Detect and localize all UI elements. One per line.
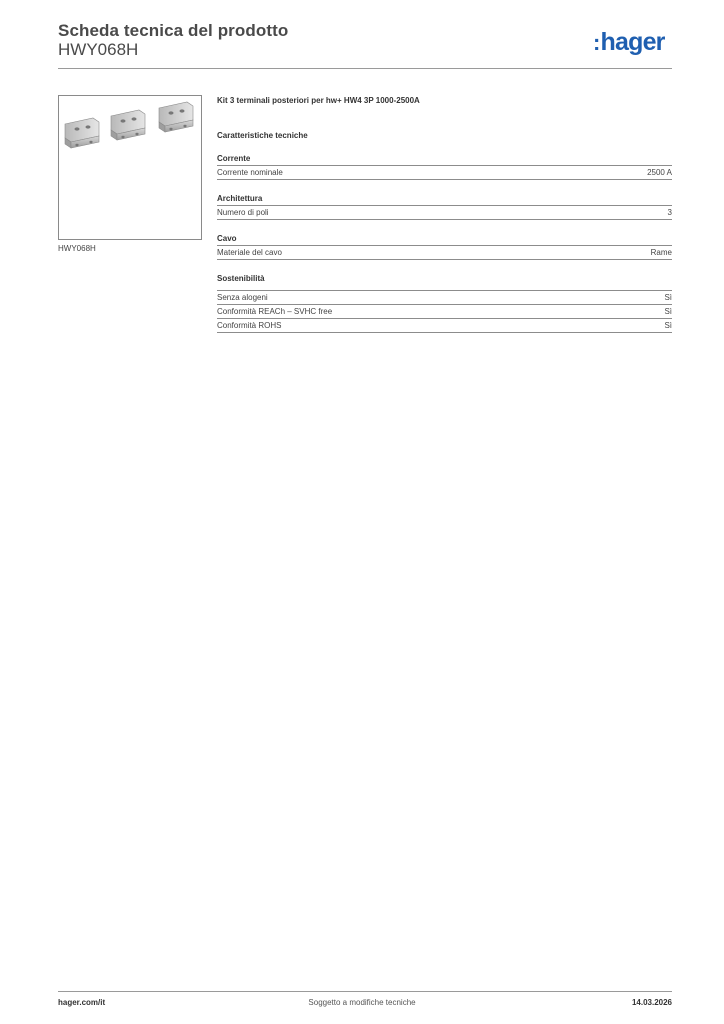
- spec-table: [217, 245, 672, 260]
- spec-table: [217, 205, 672, 220]
- spec-row: [217, 205, 672, 220]
- spec-row: [217, 318, 672, 333]
- spec-content: [217, 95, 672, 333]
- spec-label: Conformità REACh – SVHC free: [217, 307, 333, 316]
- spec-group-corrente: [217, 153, 672, 180]
- spec-table: [217, 165, 672, 180]
- spec-group-title: Sostenibilità: [217, 274, 265, 283]
- spec-group-sostenibilita: [217, 273, 672, 333]
- terminal-bracket-1: [65, 118, 99, 148]
- terminal-kit-illustration: [59, 96, 201, 239]
- spec-value: Sì: [664, 321, 672, 330]
- page-title: Scheda tecnica del prodotto: [58, 21, 289, 40]
- spec-group-cavo: [217, 233, 672, 260]
- spec-group-title: Cavo: [217, 234, 237, 243]
- product-description: Kit 3 terminali posteriori per hw+ HW4 3P 1000-2500A: [217, 96, 420, 105]
- spec-row: [217, 290, 672, 304]
- header-divider: [58, 68, 672, 69]
- spec-group-title: Corrente: [217, 154, 251, 163]
- footer-divider: [58, 991, 672, 992]
- spec-row: [217, 245, 672, 260]
- spec-value: Rame: [650, 248, 672, 257]
- product-image: [58, 95, 202, 240]
- spec-row: [217, 304, 672, 318]
- spec-group-architettura: [217, 193, 672, 220]
- logo-dots-icon: :: [593, 30, 600, 55]
- spec-label: Numero di poli: [217, 208, 269, 217]
- footer-website-link[interactable]: hager.com/it: [58, 998, 106, 1007]
- product-code: HWY068H: [58, 40, 139, 59]
- terminal-bracket-2: [111, 110, 145, 140]
- spec-group-title: Architettura: [217, 194, 263, 203]
- logo-text: hager: [600, 28, 665, 56]
- terminal-bracket-3: [159, 102, 193, 132]
- hager-logo: [593, 28, 665, 57]
- spec-value: Sì: [664, 293, 672, 302]
- spec-row: [217, 165, 672, 180]
- spec-label: Conformità ROHS: [217, 321, 282, 330]
- spec-value: 2500 A: [647, 168, 672, 177]
- spec-label: Corrente nominale: [217, 168, 283, 177]
- spec-value: 3: [667, 208, 672, 217]
- spec-table: [217, 290, 672, 333]
- footer-note: Soggetto a modifiche tecniche: [308, 998, 416, 1007]
- spec-value: Sì: [664, 307, 672, 316]
- image-caption: HWY068H: [58, 244, 96, 253]
- spec-label: Materiale del cavo: [217, 248, 282, 257]
- specs-heading: Caratteristiche tecniche: [217, 131, 308, 140]
- footer-date: 14.03.2026: [631, 998, 672, 1007]
- spec-label: Senza alogeni: [217, 293, 268, 302]
